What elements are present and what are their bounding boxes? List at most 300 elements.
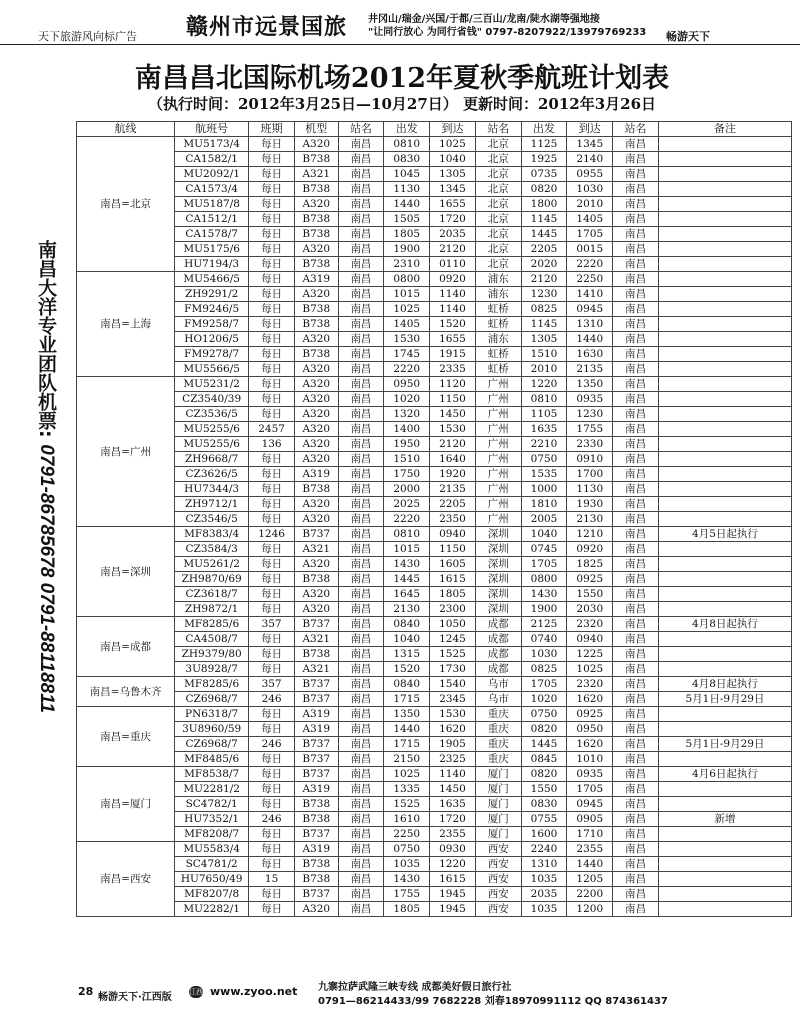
page-subtitle: （执行时间：2012年3月25日—10月27日） 更新时间：2012年3月26日 xyxy=(147,95,657,113)
flight_no-cell: CA1582/1 xyxy=(175,152,249,167)
origin-cell: 南昌 xyxy=(338,737,384,752)
aircraft-cell: B737 xyxy=(294,677,338,692)
aircraft-cell: B738 xyxy=(294,317,338,332)
destination-cell: 乌市 xyxy=(475,677,521,692)
flight_no-cell: HU7344/3 xyxy=(175,482,249,497)
table-row xyxy=(77,542,792,557)
route-cell: 南昌=西安 xyxy=(77,842,175,917)
note-cell xyxy=(658,407,791,422)
schedule-cell: 每日 xyxy=(249,332,295,347)
arrival-cell: 0930 xyxy=(430,842,476,857)
table-row xyxy=(77,632,792,647)
arrival-cell: 1220 xyxy=(430,857,476,872)
departure-cell: 0800 xyxy=(384,272,430,287)
arrival-cell: 2120 xyxy=(430,437,476,452)
table-row xyxy=(77,332,792,347)
return_station-cell: 南昌 xyxy=(613,527,659,542)
arrival-cell: 1720 xyxy=(430,212,476,227)
arrival-cell: 1450 xyxy=(430,407,476,422)
schedule-cell: 每日 xyxy=(249,587,295,602)
destination-cell: 北京 xyxy=(475,152,521,167)
return_departure-cell: 0830 xyxy=(521,797,567,812)
route-cell: 南昌=厦门 xyxy=(77,767,175,842)
note-cell xyxy=(658,332,791,347)
return_departure-cell: 0820 xyxy=(521,767,567,782)
banner-brand: 赣州市远景国旅 xyxy=(186,15,348,40)
departure-cell: 0840 xyxy=(384,677,430,692)
return_arrival-cell: 1310 xyxy=(567,317,613,332)
destination-cell: 厦门 xyxy=(475,827,521,842)
aircraft-cell: B737 xyxy=(294,617,338,632)
departure-cell: 2130 xyxy=(384,602,430,617)
destination-cell: 广州 xyxy=(475,452,521,467)
note-cell xyxy=(658,587,791,602)
note-cell: 4月8日起执行 xyxy=(658,677,791,692)
table-row xyxy=(77,887,792,902)
arrival-cell: 2035 xyxy=(430,227,476,242)
flight_no-cell: CZ6968/7 xyxy=(175,692,249,707)
origin-cell: 南昌 xyxy=(338,182,384,197)
note-cell xyxy=(658,212,791,227)
schedule-cell: 每日 xyxy=(249,317,295,332)
aircraft-cell: B738 xyxy=(294,212,338,227)
arrival-cell: 0920 xyxy=(430,272,476,287)
aircraft-cell: A320 xyxy=(294,287,338,302)
return_departure-cell: 1705 xyxy=(521,557,567,572)
banner-left-slogan: 天下旅游风向标广告 xyxy=(38,30,137,43)
route-cell: 南昌=北京 xyxy=(77,137,175,272)
return_station-cell: 南昌 xyxy=(613,227,659,242)
return_station-cell: 南昌 xyxy=(613,167,659,182)
destination-cell: 广州 xyxy=(475,467,521,482)
arrival-cell: 1615 xyxy=(430,572,476,587)
return_departure-cell: 2240 xyxy=(521,842,567,857)
aircraft-cell: A320 xyxy=(294,437,338,452)
departure-cell: 1610 xyxy=(384,812,430,827)
return_departure-cell: 0810 xyxy=(521,392,567,407)
return_departure-cell: 1035 xyxy=(521,872,567,887)
route-cell: 南昌=上海 xyxy=(77,272,175,377)
return_departure-cell: 1040 xyxy=(521,527,567,542)
return_arrival-cell: 2130 xyxy=(567,512,613,527)
departure-cell: 1430 xyxy=(384,872,430,887)
return_station-cell: 南昌 xyxy=(613,707,659,722)
schedule-cell: 246 xyxy=(249,812,295,827)
flight_no-cell: MU5173/4 xyxy=(175,137,249,152)
flight_no-cell: FM9258/7 xyxy=(175,317,249,332)
table-row xyxy=(77,812,792,827)
origin-cell: 南昌 xyxy=(338,587,384,602)
return_departure-cell: 1445 xyxy=(521,737,567,752)
aircraft-cell: A320 xyxy=(294,557,338,572)
return_station-cell: 南昌 xyxy=(613,902,659,917)
table-row xyxy=(77,167,792,182)
return_departure-cell: 1510 xyxy=(521,347,567,362)
table-row xyxy=(77,512,792,527)
return_station-cell: 南昌 xyxy=(613,302,659,317)
origin-cell: 南昌 xyxy=(338,767,384,782)
schedule-cell: 每日 xyxy=(249,557,295,572)
schedule-cell: 每日 xyxy=(249,542,295,557)
departure-cell: 1025 xyxy=(384,302,430,317)
destination-cell: 深圳 xyxy=(475,557,521,572)
flight_no-cell: MF8383/4 xyxy=(175,527,249,542)
note-cell: 5月1日-9月29日 xyxy=(658,692,791,707)
origin-cell: 南昌 xyxy=(338,482,384,497)
return_station-cell: 南昌 xyxy=(613,362,659,377)
destination-cell: 北京 xyxy=(475,197,521,212)
note-cell xyxy=(658,902,791,917)
table-row xyxy=(77,587,792,602)
return_station-cell: 南昌 xyxy=(613,212,659,227)
flight_no-cell: MU5175/6 xyxy=(175,242,249,257)
destination-cell: 北京 xyxy=(475,137,521,152)
return_arrival-cell: 0925 xyxy=(567,707,613,722)
return_departure-cell: 0800 xyxy=(521,572,567,587)
return_station-cell: 南昌 xyxy=(613,647,659,662)
schedule-cell: 246 xyxy=(249,737,295,752)
destination-cell: 北京 xyxy=(475,212,521,227)
return_departure-cell: 2035 xyxy=(521,887,567,902)
note-cell xyxy=(658,542,791,557)
return_arrival-cell: 0935 xyxy=(567,767,613,782)
destination-cell: 深圳 xyxy=(475,587,521,602)
table-row xyxy=(77,467,792,482)
flight_no-cell: MU2281/2 xyxy=(175,782,249,797)
aircraft-cell: A320 xyxy=(294,392,338,407)
aircraft-cell: B737 xyxy=(294,887,338,902)
note-cell xyxy=(658,347,791,362)
schedule-cell: 每日 xyxy=(249,752,295,767)
aircraft-cell: A320 xyxy=(294,407,338,422)
table-row xyxy=(77,287,792,302)
origin-cell: 南昌 xyxy=(338,812,384,827)
aircraft-cell: A319 xyxy=(294,272,338,287)
origin-cell: 南昌 xyxy=(338,602,384,617)
note-cell xyxy=(658,512,791,527)
table-row xyxy=(77,527,792,542)
return_departure-cell: 1000 xyxy=(521,482,567,497)
destination-cell: 广州 xyxy=(475,497,521,512)
schedule-cell: 每日 xyxy=(249,797,295,812)
arrival-cell: 1050 xyxy=(430,617,476,632)
table-row xyxy=(77,752,792,767)
schedule-cell: 每日 xyxy=(249,212,295,227)
destination-cell: 重庆 xyxy=(475,707,521,722)
table-row xyxy=(77,572,792,587)
aircraft-cell: A321 xyxy=(294,662,338,677)
origin-cell: 南昌 xyxy=(338,452,384,467)
arrival-cell: 1730 xyxy=(430,662,476,677)
note-cell xyxy=(658,557,791,572)
table-row xyxy=(77,857,792,872)
column-header: 出发 xyxy=(521,122,567,137)
table-row xyxy=(77,557,792,572)
aircraft-cell: A320 xyxy=(294,452,338,467)
note-cell xyxy=(658,707,791,722)
return_station-cell: 南昌 xyxy=(613,557,659,572)
return_departure-cell: 2005 xyxy=(521,512,567,527)
return_station-cell: 南昌 xyxy=(613,482,659,497)
note-cell xyxy=(658,797,791,812)
return_departure-cell: 0755 xyxy=(521,812,567,827)
origin-cell: 南昌 xyxy=(338,467,384,482)
table-row xyxy=(77,272,792,287)
destination-cell: 北京 xyxy=(475,182,521,197)
arrival-cell: 1530 xyxy=(430,422,476,437)
side-advert xyxy=(30,240,62,713)
return_departure-cell: 1925 xyxy=(521,152,567,167)
column-header: 班期 xyxy=(249,122,295,137)
return_departure-cell: 2120 xyxy=(521,272,567,287)
departure-cell: 0950 xyxy=(384,377,430,392)
flight_no-cell: MU5583/4 xyxy=(175,842,249,857)
origin-cell: 南昌 xyxy=(338,572,384,587)
banner-promo-line1: 井冈山/瑞金/兴国/于都/三百山/龙南/陡水湖等强地接 xyxy=(368,14,600,25)
return_arrival-cell: 1620 xyxy=(567,737,613,752)
departure-cell: 0750 xyxy=(384,842,430,857)
arrival-cell: 1655 xyxy=(430,332,476,347)
origin-cell: 南昌 xyxy=(338,287,384,302)
note-cell: 新增 xyxy=(658,812,791,827)
arrival-cell: 1245 xyxy=(430,632,476,647)
banner-right-slogan: 畅游天下 xyxy=(666,30,710,43)
destination-cell: 广州 xyxy=(475,407,521,422)
arrival-cell: 1040 xyxy=(430,152,476,167)
return_station-cell: 南昌 xyxy=(613,737,659,752)
note-cell xyxy=(658,467,791,482)
origin-cell: 南昌 xyxy=(338,137,384,152)
departure-cell: 1805 xyxy=(384,902,430,917)
return_station-cell: 南昌 xyxy=(613,497,659,512)
table-row xyxy=(77,647,792,662)
schedule-cell: 每日 xyxy=(249,647,295,662)
return_station-cell: 南昌 xyxy=(613,617,659,632)
flight_no-cell: CZ3626/5 xyxy=(175,467,249,482)
flight_no-cell: MU5261/2 xyxy=(175,557,249,572)
return_arrival-cell: 1755 xyxy=(567,422,613,437)
aircraft-cell: B737 xyxy=(294,692,338,707)
note-cell xyxy=(658,227,791,242)
return_departure-cell: 2210 xyxy=(521,437,567,452)
return_station-cell: 南昌 xyxy=(613,797,659,812)
return_arrival-cell: 0920 xyxy=(567,542,613,557)
route-cell: 南昌=成都 xyxy=(77,617,175,677)
origin-cell: 南昌 xyxy=(338,512,384,527)
flight_no-cell: SC4781/2 xyxy=(175,857,249,872)
note-cell xyxy=(658,842,791,857)
return_station-cell: 南昌 xyxy=(613,662,659,677)
flight_no-cell: MU5255/6 xyxy=(175,437,249,452)
return_arrival-cell: 1620 xyxy=(567,692,613,707)
schedule-cell: 15 xyxy=(249,872,295,887)
schedule-cell: 每日 xyxy=(249,392,295,407)
flight_no-cell: CZ3584/3 xyxy=(175,542,249,557)
return_arrival-cell: 2320 xyxy=(567,677,613,692)
return_arrival-cell: 0945 xyxy=(567,797,613,812)
origin-cell: 南昌 xyxy=(338,527,384,542)
aircraft-cell: A319 xyxy=(294,722,338,737)
return_arrival-cell: 0905 xyxy=(567,812,613,827)
aircraft-cell: B738 xyxy=(294,152,338,167)
note-cell: 5月1日-9月29日 xyxy=(658,737,791,752)
arrival-cell: 2300 xyxy=(430,602,476,617)
note-cell xyxy=(658,872,791,887)
return_arrival-cell: 1030 xyxy=(567,182,613,197)
return_departure-cell: 1305 xyxy=(521,332,567,347)
side-advert-label: 南昌大洋专业团队机票: xyxy=(35,240,57,438)
return_station-cell: 南昌 xyxy=(613,512,659,527)
origin-cell: 南昌 xyxy=(338,857,384,872)
note-cell xyxy=(658,452,791,467)
aircraft-cell: B737 xyxy=(294,527,338,542)
return_departure-cell: 1445 xyxy=(521,227,567,242)
return_departure-cell: 2125 xyxy=(521,617,567,632)
arrival-cell: 1945 xyxy=(430,887,476,902)
return_arrival-cell: 0015 xyxy=(567,242,613,257)
schedule-cell: 每日 xyxy=(249,512,295,527)
origin-cell: 南昌 xyxy=(338,542,384,557)
departure-cell: 1015 xyxy=(384,287,430,302)
destination-cell: 浦东 xyxy=(475,332,521,347)
departure-cell: 1035 xyxy=(384,857,430,872)
return_departure-cell: 0820 xyxy=(521,722,567,737)
arrival-cell: 2120 xyxy=(430,242,476,257)
return_station-cell: 南昌 xyxy=(613,422,659,437)
schedule-cell: 每日 xyxy=(249,887,295,902)
note-cell xyxy=(658,857,791,872)
destination-cell: 重庆 xyxy=(475,737,521,752)
table-row xyxy=(77,482,792,497)
aircraft-cell: A321 xyxy=(294,167,338,182)
return_station-cell: 南昌 xyxy=(613,872,659,887)
aircraft-cell: A320 xyxy=(294,902,338,917)
flight_no-cell: ZH9291/2 xyxy=(175,287,249,302)
origin-cell: 南昌 xyxy=(338,242,384,257)
return_station-cell: 南昌 xyxy=(613,782,659,797)
flight_no-cell: MU5466/5 xyxy=(175,272,249,287)
origin-cell: 南昌 xyxy=(338,332,384,347)
aircraft-cell: B738 xyxy=(294,347,338,362)
flight_no-cell: MF8207/8 xyxy=(175,887,249,902)
origin-cell: 南昌 xyxy=(338,707,384,722)
departure-cell: 1750 xyxy=(384,467,430,482)
return_station-cell: 南昌 xyxy=(613,632,659,647)
return_arrival-cell: 2330 xyxy=(567,437,613,452)
note-cell xyxy=(658,632,791,647)
flight_no-cell: HO1206/5 xyxy=(175,332,249,347)
footer-badge: 江西 xyxy=(189,988,203,996)
note-cell xyxy=(658,827,791,842)
column-header: 站名 xyxy=(338,122,384,137)
destination-cell: 西安 xyxy=(475,857,521,872)
return_departure-cell: 1020 xyxy=(521,692,567,707)
origin-cell: 南昌 xyxy=(338,797,384,812)
arrival-cell: 1615 xyxy=(430,872,476,887)
destination-cell: 成都 xyxy=(475,662,521,677)
return_arrival-cell: 2220 xyxy=(567,257,613,272)
origin-cell: 南昌 xyxy=(338,197,384,212)
destination-cell: 厦门 xyxy=(475,782,521,797)
note-cell xyxy=(658,647,791,662)
destination-cell: 成都 xyxy=(475,632,521,647)
return_station-cell: 南昌 xyxy=(613,347,659,362)
return_arrival-cell: 1230 xyxy=(567,407,613,422)
origin-cell: 南昌 xyxy=(338,497,384,512)
table-row xyxy=(77,302,792,317)
arrival-cell: 2135 xyxy=(430,482,476,497)
flight_no-cell: MF8485/6 xyxy=(175,752,249,767)
return_arrival-cell: 1025 xyxy=(567,662,613,677)
departure-cell: 1045 xyxy=(384,167,430,182)
note-cell xyxy=(658,422,791,437)
flight_no-cell: CZ3546/5 xyxy=(175,512,249,527)
return_arrival-cell: 2135 xyxy=(567,362,613,377)
origin-cell: 南昌 xyxy=(338,722,384,737)
return_departure-cell: 0825 xyxy=(521,662,567,677)
return_arrival-cell: 1705 xyxy=(567,782,613,797)
return_departure-cell: 1035 xyxy=(521,902,567,917)
table-row xyxy=(77,392,792,407)
return_departure-cell: 1145 xyxy=(521,212,567,227)
departure-cell: 1400 xyxy=(384,422,430,437)
flight_no-cell: FM9246/5 xyxy=(175,302,249,317)
schedule-cell: 每日 xyxy=(249,257,295,272)
arrival-cell: 2350 xyxy=(430,512,476,527)
footer-ad-line2: 0791—86214433/99 7682228 刘春18970991112 QQ 874361437 xyxy=(318,996,668,1007)
route-cell: 南昌=乌鲁木齐 xyxy=(77,677,175,707)
departure-cell: 1445 xyxy=(384,572,430,587)
departure-cell: 2310 xyxy=(384,257,430,272)
table-row xyxy=(77,872,792,887)
table-row xyxy=(77,602,792,617)
departure-cell: 1510 xyxy=(384,452,430,467)
departure-cell: 1315 xyxy=(384,647,430,662)
schedule-cell: 每日 xyxy=(249,302,295,317)
flight_no-cell: CZ3540/39 xyxy=(175,392,249,407)
top-banner xyxy=(0,0,800,45)
return_arrival-cell: 2355 xyxy=(567,842,613,857)
return_station-cell: 南昌 xyxy=(613,272,659,287)
origin-cell: 南昌 xyxy=(338,872,384,887)
note-cell: 4月8日起执行 xyxy=(658,617,791,632)
route-cell: 南昌=重庆 xyxy=(77,707,175,767)
aircraft-cell: A320 xyxy=(294,362,338,377)
schedule-cell: 每日 xyxy=(249,497,295,512)
departure-cell: 2000 xyxy=(384,482,430,497)
schedule-cell: 每日 xyxy=(249,722,295,737)
arrival-cell: 1805 xyxy=(430,587,476,602)
origin-cell: 南昌 xyxy=(338,422,384,437)
flight_no-cell: ZH9712/1 xyxy=(175,497,249,512)
arrival-cell: 1530 xyxy=(430,707,476,722)
departure-cell: 1335 xyxy=(384,782,430,797)
return_departure-cell: 1030 xyxy=(521,647,567,662)
return_station-cell: 南昌 xyxy=(613,827,659,842)
schedule-cell: 每日 xyxy=(249,347,295,362)
return_departure-cell: 1900 xyxy=(521,602,567,617)
note-cell xyxy=(658,752,791,767)
return_arrival-cell: 1345 xyxy=(567,137,613,152)
flight_no-cell: PN6318/7 xyxy=(175,707,249,722)
aircraft-cell: B738 xyxy=(294,797,338,812)
arrival-cell: 0110 xyxy=(430,257,476,272)
table-row xyxy=(77,152,792,167)
table-row xyxy=(77,422,792,437)
schedule-cell: 每日 xyxy=(249,197,295,212)
flight_no-cell: 3U8928/7 xyxy=(175,662,249,677)
return_station-cell: 南昌 xyxy=(613,752,659,767)
